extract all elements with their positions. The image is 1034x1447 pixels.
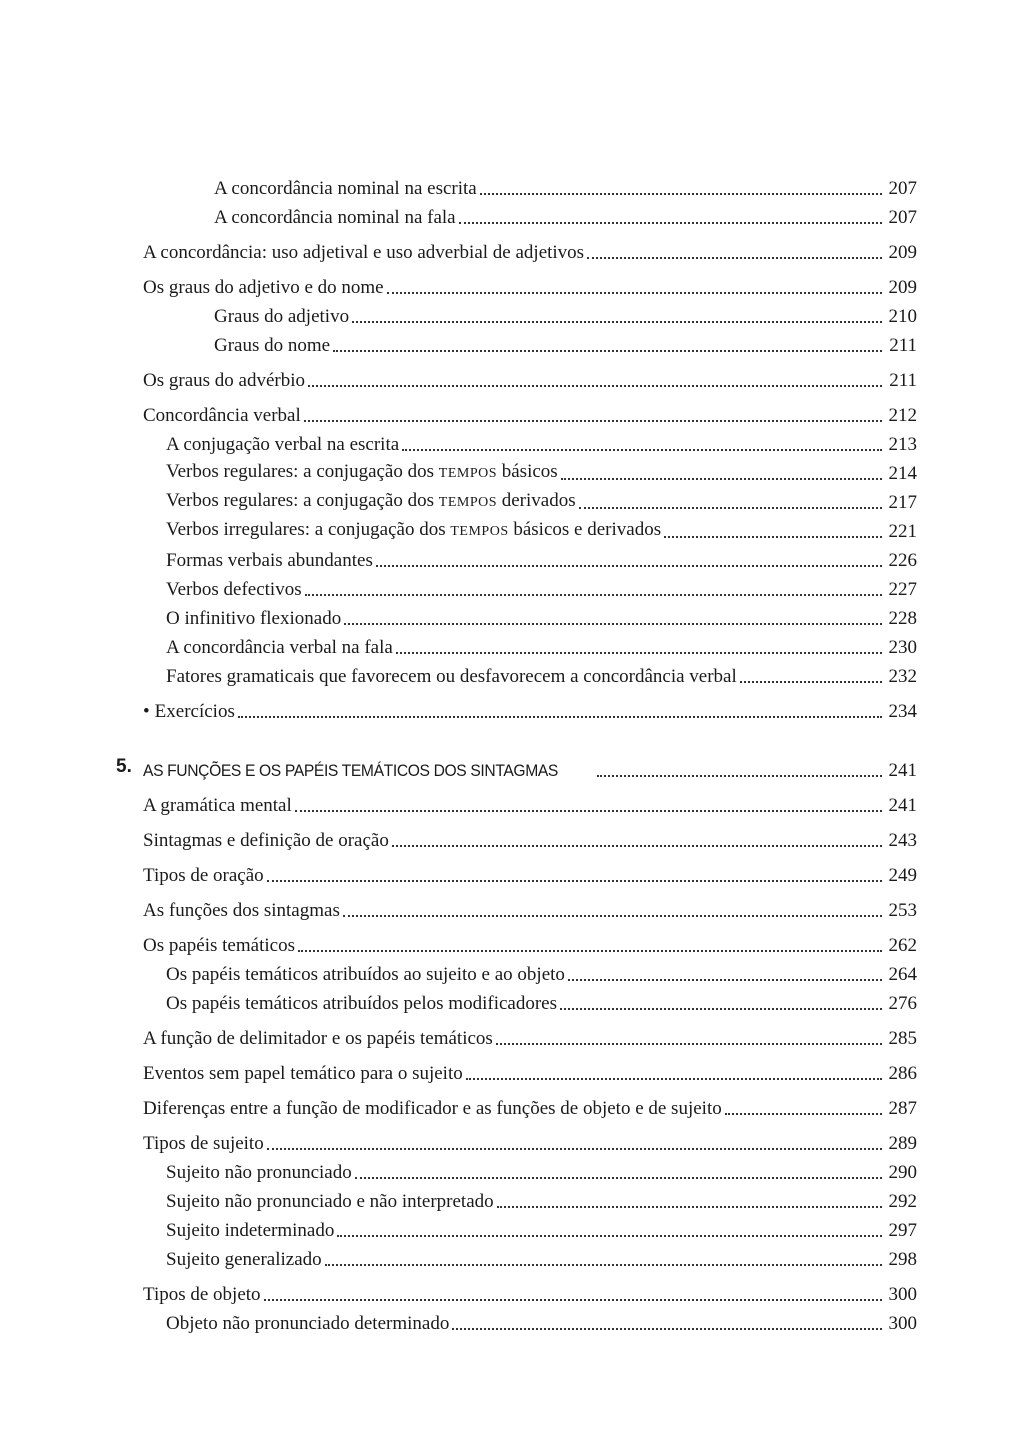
- toc-entry-title: A concordância verbal na fala: [166, 637, 393, 658]
- toc-entry-title: Tipos de oração: [143, 865, 264, 886]
- toc-entry-title: Os papéis temáticos atribuídos ao sujeito e ao objeto: [166, 964, 565, 985]
- toc-entry-title: O infinitivo flexionado: [166, 608, 342, 629]
- toc-entry-page: 298: [888, 1249, 917, 1270]
- toc-entry-page: 207: [888, 178, 917, 199]
- dot-leader: [497, 1205, 882, 1208]
- toc-entry-title-part: básicos e derivados: [513, 519, 662, 540]
- dot-leader: [496, 1042, 882, 1045]
- toc-entry-page: 289: [888, 1133, 917, 1154]
- toc-entry: [0, 893, 1034, 922]
- dot-leader: [308, 384, 882, 387]
- dot-leader: [387, 291, 882, 294]
- toc-entry-page: 232: [888, 666, 917, 687]
- toc-entry: [0, 957, 1034, 986]
- toc-entry-title: Fatores gramaticais que favorecem ou desfavorecem a concordância verbal: [166, 666, 737, 687]
- toc-entry: [0, 1056, 1034, 1085]
- toc-entry-page: 207: [888, 207, 917, 228]
- toc-entry-title: Eventos sem papel temático para o sujeito: [143, 1063, 463, 1084]
- toc-entry-title: Graus do adjetivo: [214, 306, 350, 327]
- table-of-contents: [0, 171, 1034, 1335]
- toc-entry-page: 209: [888, 277, 917, 298]
- toc-entry: [0, 398, 1034, 427]
- dot-leader: [579, 506, 882, 509]
- dot-leader: [337, 1234, 882, 1237]
- toc-entry-page: 253: [888, 900, 917, 921]
- toc-entry: [0, 659, 1034, 688]
- toc-entry: [0, 485, 1034, 514]
- dot-leader: [352, 320, 882, 323]
- toc-entry-page: 300: [888, 1284, 917, 1305]
- toc-entry-page: 211: [889, 335, 917, 356]
- dot-leader: [396, 651, 882, 654]
- toc-entry-title: Graus do nome: [214, 335, 331, 356]
- toc-entry-title: Verbos defectivos: [166, 579, 302, 600]
- toc-entry: [0, 299, 1034, 328]
- toc-entry-page: 217: [888, 492, 917, 513]
- toc-entry: [0, 1021, 1034, 1050]
- toc-entry-title: Sujeito indeterminado: [166, 1220, 335, 1241]
- toc-entry-title: A gramática mental: [143, 795, 292, 816]
- dot-leader: [304, 419, 882, 422]
- toc-entry-title: A concordância nominal na escrita: [214, 178, 477, 199]
- dot-leader: [466, 1077, 882, 1080]
- dot-leader: [325, 1263, 882, 1266]
- toc-entry-title: Diferenças entre a função de modificador e as funções de objeto e de sujeito: [143, 1098, 722, 1119]
- toc-entry-title: A concordância nominal na fala: [214, 207, 456, 228]
- toc-entry: [0, 858, 1034, 887]
- toc-entry: [0, 788, 1034, 817]
- dot-leader: [355, 1176, 882, 1179]
- toc-entry: [0, 456, 1034, 485]
- toc-entry: [0, 601, 1034, 630]
- toc-entry: [0, 514, 1034, 543]
- chapter-number: 5.: [116, 756, 132, 777]
- toc-entry-title-part: Verbos regulares: a conjugação dos: [166, 490, 435, 511]
- toc-entry-title: A função de delimitador e os papéis temáticos: [143, 1028, 493, 1049]
- toc-entry: [0, 928, 1034, 957]
- toc-entry: [0, 823, 1034, 852]
- toc-entry-page: 264: [888, 964, 917, 985]
- toc-entry: [0, 1091, 1034, 1120]
- toc-entry: [0, 1277, 1034, 1306]
- toc-entry-title: Os graus do adjetivo e do nome: [143, 277, 384, 298]
- toc-entry-page: 230: [888, 637, 917, 658]
- toc-entry-title: A concordância: uso adjetival e uso adverbial de adjetivos: [143, 242, 585, 263]
- bullet-icon: •: [143, 701, 150, 722]
- toc-entry-page: 287: [888, 1098, 917, 1119]
- toc-entry-title-part: Verbos irregulares: a conjugação dos: [166, 519, 446, 540]
- toc-entry-smallcaps: TEMPOS: [450, 524, 509, 539]
- dot-leader: [459, 221, 882, 224]
- toc-entry-page: 212: [888, 405, 917, 426]
- toc-entry: [0, 986, 1034, 1015]
- toc-entry: [0, 1242, 1034, 1271]
- toc-entry: [0, 1306, 1034, 1335]
- toc-entry-title-part: Verbos regulares: a conjugação dos: [166, 461, 435, 482]
- dot-leader: [267, 1147, 882, 1150]
- toc-entry-page: 211: [889, 370, 917, 391]
- toc-entry-title: [166, 461, 560, 485]
- toc-entry-title-part: derivados: [501, 490, 576, 511]
- toc-entry-page: 209: [888, 242, 917, 263]
- toc-entry-title: Exercícios: [154, 701, 235, 722]
- dot-leader: [238, 715, 882, 718]
- toc-entry-page: 241: [888, 760, 917, 781]
- toc-entry: [0, 1126, 1034, 1155]
- toc-entry-page: 243: [888, 830, 917, 851]
- dot-leader: [267, 879, 882, 882]
- dot-leader: [305, 593, 882, 596]
- dot-leader: [560, 1007, 882, 1010]
- toc-entry: [0, 171, 1034, 200]
- toc-entry-title: Sujeito generalizado: [166, 1249, 322, 1270]
- dot-leader: [392, 844, 882, 847]
- toc-entry-title: Os graus do advérbio: [143, 370, 305, 391]
- toc-entry: [0, 1184, 1034, 1213]
- dot-leader: [597, 774, 882, 777]
- dot-leader: [452, 1327, 882, 1330]
- dot-leader: [725, 1112, 882, 1115]
- toc-entry-page: 249: [888, 865, 917, 886]
- dot-leader: [664, 535, 882, 538]
- toc-entry: [0, 235, 1034, 264]
- toc-entry-title: Formas verbais abundantes: [166, 550, 373, 571]
- toc-entry-title-part: básicos: [501, 461, 558, 482]
- toc-entry-page: 241: [888, 795, 917, 816]
- dot-leader: [295, 809, 882, 812]
- dot-leader: [333, 349, 882, 352]
- toc-entry-page: 210: [888, 306, 917, 327]
- dot-leader: [264, 1298, 882, 1301]
- toc-entry-title: Objeto não pronunciado determinado: [166, 1313, 450, 1334]
- toc-entry-page: 286: [888, 1063, 917, 1084]
- toc-entry-title: As funções dos sintagmas: [143, 900, 340, 921]
- toc-entry: [0, 1155, 1034, 1184]
- dot-leader: [402, 448, 882, 451]
- toc-entry-title: Concordância verbal: [143, 405, 301, 426]
- toc-entry-title: Os papéis temáticos atribuídos pelos modificadores: [166, 993, 557, 1014]
- toc-entry-title: Tipos de sujeito: [143, 1133, 264, 1154]
- chapter-title: AS FUNÇÕES E OS PAPÉIS TEMÁTICOS DOS SINTAGMAS: [143, 761, 558, 780]
- toc-entry-page: 214: [888, 463, 917, 484]
- toc-entry-page: 300: [888, 1313, 917, 1334]
- toc-entry: [0, 363, 1034, 392]
- toc-entry-page: 290: [888, 1162, 917, 1183]
- dot-leader: [343, 914, 882, 917]
- toc-entry-smallcaps: TEMPOS: [438, 495, 497, 510]
- toc-entry: [0, 1213, 1034, 1242]
- toc-entry: [0, 427, 1034, 456]
- dot-leader: [568, 978, 882, 981]
- dot-leader: [298, 949, 882, 952]
- dot-leader: [480, 192, 882, 195]
- toc-entry: [0, 630, 1034, 659]
- dot-leader: [587, 256, 882, 259]
- toc-entry-page: 228: [888, 608, 917, 629]
- toc-entry: [0, 572, 1034, 601]
- toc-entry-smallcaps: TEMPOS: [438, 466, 497, 481]
- toc-entry-page: 234: [888, 701, 917, 722]
- toc-entry: [0, 200, 1034, 229]
- toc-entry-title: [166, 490, 578, 514]
- toc-entry-title: Sujeito não pronunciado e não interpretado: [166, 1191, 494, 1212]
- dot-leader: [344, 622, 882, 625]
- toc-entry-page: 297: [888, 1220, 917, 1241]
- toc-entry: [0, 270, 1034, 299]
- toc-entry: [0, 328, 1034, 357]
- toc-entry-page: 227: [888, 579, 917, 600]
- dot-leader: [561, 477, 882, 480]
- toc-entry-exercises: [0, 694, 1034, 723]
- toc-entry: [0, 543, 1034, 572]
- toc-entry-page: 262: [888, 935, 917, 956]
- toc-entry-title: [166, 519, 663, 543]
- toc-entry-page: 226: [888, 550, 917, 571]
- toc-entry-title: Tipos de objeto: [143, 1284, 261, 1305]
- toc-entry-page: 292: [888, 1191, 917, 1212]
- toc-entry-page: 276: [888, 993, 917, 1014]
- toc-entry-title: Sintagmas e definição de oração: [143, 830, 389, 851]
- chapter-heading: [0, 753, 1034, 782]
- toc-entry-page: 221: [888, 521, 917, 542]
- toc-entry-page: 213: [888, 434, 917, 455]
- toc-entry-title: Os papéis temáticos: [143, 935, 295, 956]
- dot-leader: [376, 564, 882, 567]
- toc-entry-title: A conjugação verbal na escrita: [166, 434, 400, 455]
- toc-entry-title: Sujeito não pronunciado: [166, 1162, 352, 1183]
- dot-leader: [740, 680, 882, 683]
- toc-entry-page: 285: [888, 1028, 917, 1049]
